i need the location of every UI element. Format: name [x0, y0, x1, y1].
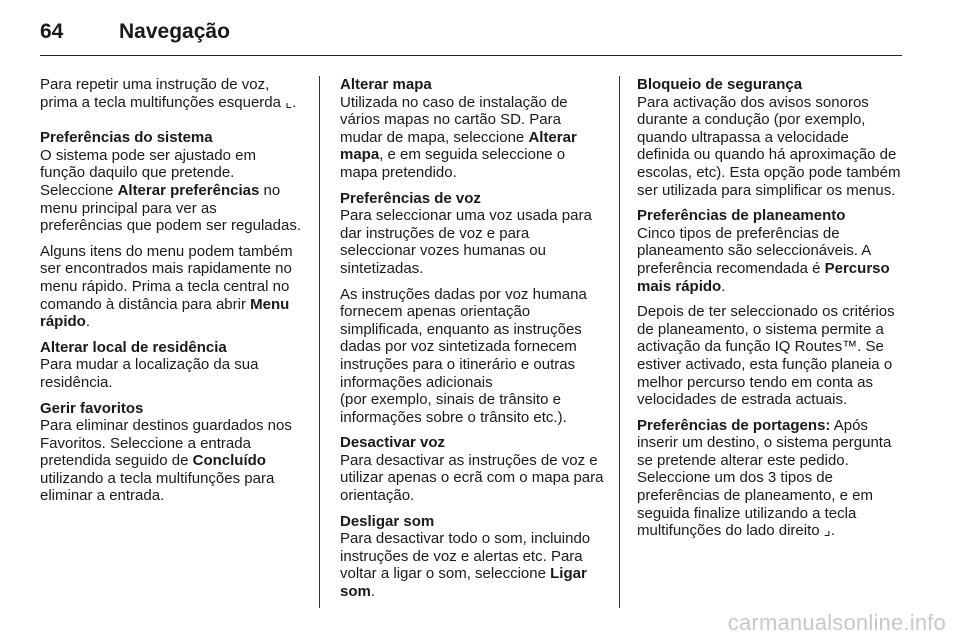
- change-preferences-term: Alterar preferências: [117, 181, 260, 199]
- column-divider-2: [619, 76, 620, 608]
- column-2: [340, 76, 605, 601]
- voice-preferences-text: Para seleccionar uma voz usada para dar instruções de voz e para seleccionar vozes humanas ou sintetizadas.: [340, 207, 592, 277]
- manage-favourites-text: Para eliminar destinos guardados nos Favoritos. Seleccione a entrada pretendida seguido de Concluído utilizando a tecla multifunções para eliminar a entrada.: [40, 417, 292, 505]
- route-planning-heading: Preferências de planeamento: [637, 207, 846, 225]
- system-preferences-heading: Preferências do sistema: [40, 129, 213, 147]
- deactivate-voice-text: Para desactivar as instruções de voz e utilizar apenas o ecrã com o mapa para orientação.: [340, 451, 604, 505]
- manage-favourites-heading: Gerir favoritos: [40, 399, 144, 417]
- route-planning-text: Cinco tipos de preferências de planeamento são seleccionáveis. A preferência recomendada é Percurso mais rápido.: [637, 224, 890, 295]
- deactivate-voice-heading: Desactivar voz: [340, 434, 446, 452]
- watermark: carmanualsonline.info: [727, 610, 946, 635]
- quick-menu-term: Menu rápido: [40, 295, 290, 331]
- toll-preferences-heading: Preferências de portagens:: [637, 416, 831, 434]
- column-1: [40, 76, 302, 505]
- header-rule: [40, 55, 902, 56]
- done-term: Concluído: [192, 452, 266, 470]
- column-divider-1: [319, 76, 320, 608]
- safety-lock-text: Para activação dos avisos sonoros durante a condução (por exemplo, quando ultrapassa a velocidade definida ou quando há aproximação de escolas, etc). Esta opção pode também ser utilizada para simplificar os menus.: [637, 93, 901, 199]
- quick-menu-paragraph: Alguns itens do menu podem também ser encontrados mais rapidamente no menu rápido. Prima a tecla central no comando à distância para abrir Menu rápido.: [40, 242, 293, 331]
- voice-preferences-heading: Preferências de voz: [340, 189, 481, 207]
- change-map-heading: Alterar mapa: [340, 76, 432, 93]
- change-home-heading: Alterar local de residência: [40, 338, 227, 356]
- safety-lock-heading: Bloqueio de segurança: [637, 76, 803, 93]
- change-home-text: Para mudar a localização da sua residência.: [40, 356, 259, 391]
- page-header: [40, 14, 902, 54]
- voice-preferences-detail: As instruções dadas por voz humana fornecem apenas orientação simplificada, enquanto as instruções dadas por voz sintetizada fornecem instruções para o itinerário e outras informações adicionais: [340, 285, 587, 391]
- mute-sound-text: Para desactivar todo o som, incluindo instruções de voz e alertas etc. Para voltar a ligar o som, seleccione Ligar som.: [340, 530, 591, 601]
- change-map-text: Utilizada no caso de instalação de vários mapas no cartão SD. Para mudar de mapa, seleccione Alterar mapa, e em seguida seleccione o mapa pretendido.: [340, 93, 577, 181]
- system-preferences-text: O sistema pode ser ajustado em função daquilo que pretende. Seleccione Alterar preferências no menu principal para ver as preferências que podem ser reguladas.: [40, 146, 301, 235]
- fastest-route-term: Percurso mais rápido: [637, 259, 890, 295]
- column-3: [637, 76, 902, 540]
- toll-preferences-text: Preferências de portagens: Após inserir um destino, o sistema pergunta se pretende alterar este pedido. Seleccione um dos 3 tipos de preferências de planeamento, e em seguida finalize utilizando a tecla multifunções do lado direito ⌟.: [637, 416, 892, 540]
- mute-sound-heading: Desligar som: [340, 512, 435, 530]
- page-title: Navegação: [119, 20, 230, 43]
- voice-preferences-example: (por exemplo, sinais de trânsito e informações sobre o trânsito etc.).: [340, 391, 567, 426]
- route-planning-detail: Depois de ter seleccionado os critérios de planeamento, o sistema permite a activação da função IQ Routes™. Se estiver activado, esta função planeia o melhor percurso tendo em conta as velocidades de estrada actuais.: [637, 303, 895, 409]
- page-number: 64: [40, 20, 64, 43]
- sound-on-term: Ligar som: [340, 565, 587, 601]
- intro-paragraph: Para repetir uma instrução de voz, prima a tecla multifunções esquerda ⌞.: [40, 76, 297, 111]
- change-map-term: Alterar mapa: [340, 128, 577, 164]
